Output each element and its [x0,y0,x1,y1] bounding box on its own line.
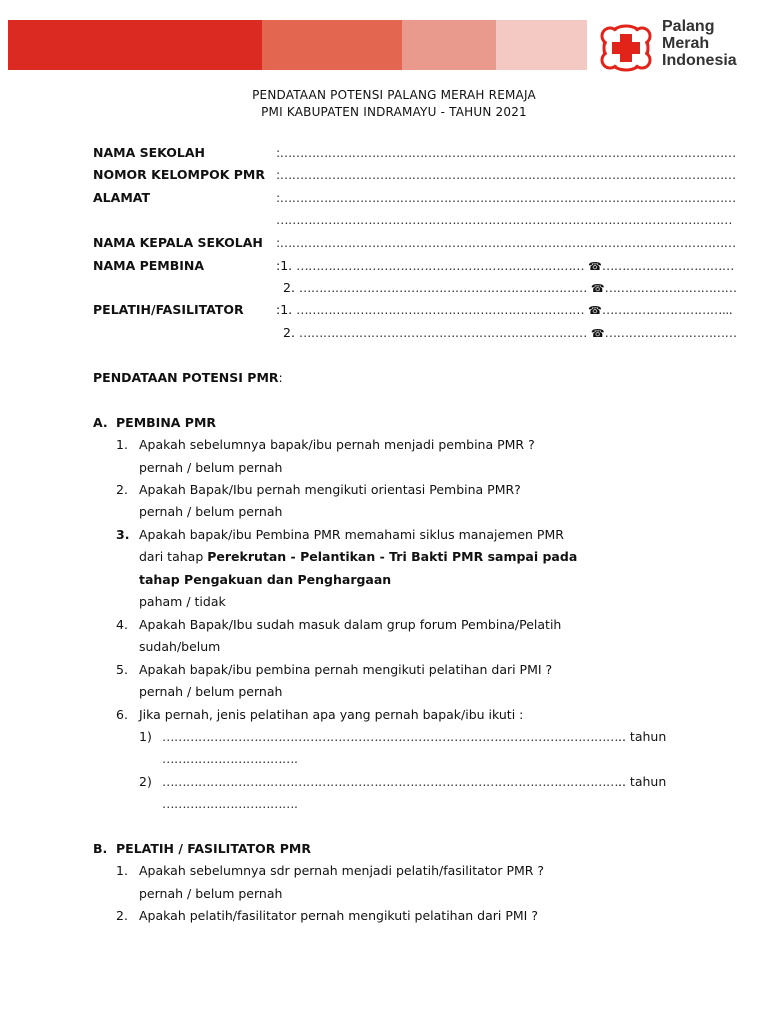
field-alamat-cont[interactable]: …………………………………………………………………………………………………… [276,212,732,227]
section-heading-colon: : [278,370,283,385]
field-nomor-kelompok[interactable]: :…………………………………………………………………………………………………… [276,167,736,182]
section-heading [93,370,283,386]
document-title: PENDATAAN POTENSI PALANG MERAH REMAJA [252,88,536,102]
a-q2-answer[interactable]: pernah / belum pernah [139,504,283,519]
field-pembina-1[interactable]: ……………………………………………………………… [296,258,585,273]
header-band-1 [8,20,262,70]
a-q4-number: 4. [116,617,128,632]
a-q3-text-cont [139,549,577,565]
red-cross-icon [596,22,656,74]
field-pelatih-1[interactable]: ……………………………………………………………… [296,302,585,317]
item-number: :1. [276,302,293,317]
a-q6-sub1-row [162,729,666,745]
field-pelatih-1-phone[interactable]: …………………………... [601,302,733,317]
phone-icon: ☎ [590,327,605,340]
a-q6-text: Jika pernah, jenis pelatihan apa yang pernah bapak/ibu ikuti : [139,707,524,722]
phone-icon: ☎ [590,282,605,295]
field-pembina-1-phone[interactable]: …………………………… [601,258,734,273]
a-q5-text: Apakah bapak/ibu pembina pernah mengikuti pelatihan dari PMI ? [139,662,553,677]
phone-icon: ☎ [588,304,602,317]
a-q3-answer[interactable]: paham / tidak [139,594,226,609]
header-band-3 [402,20,496,70]
b-q1-number: 1. [116,863,128,878]
section-heading-text: PENDATAAN POTENSI PMR [93,370,279,385]
a-q1-text: Apakah sebelumnya bapak/ibu pernah menjadi pembina PMR ? [139,437,535,452]
b-q2-number: 2. [116,908,128,923]
logo-wordmark [662,18,737,69]
a-q6-sub1-tahun: .. tahun [618,729,667,744]
label-nomor-kelompok: NOMOR KELOMPOK PMR [93,167,265,182]
header-band-4 [496,20,587,70]
field-pelatih-2-phone[interactable]: …………………………… [604,325,737,340]
phone-icon: ☎ [588,260,602,273]
logo-line-1: Palang [662,18,715,35]
a-q1-number: 1. [116,437,128,452]
a-q6-sub2-row [162,774,666,790]
a-q6-sub1-field[interactable]: …………………………………………………………………………………………………… [162,729,618,744]
section-a-letter: A. [93,415,108,430]
item-number: :1. [276,258,293,273]
a-q5-number: 5. [116,662,128,677]
b-q1-answer[interactable]: pernah / belum pernah [139,886,283,901]
a-q2-number: 2. [116,482,128,497]
a-q6-sub1-year-field[interactable]: ……………………………. [162,751,298,766]
label-nama-sekolah: NAMA SEKOLAH [93,145,205,160]
a-q3-number: 3. [116,527,130,542]
a-q6-sub2-number: 2) [139,774,152,789]
label-nama-kepala: NAMA KEPALA SEKOLAH [93,235,263,250]
a-q6-number: 6. [116,707,128,722]
a-q2-text: Apakah Bapak/Ibu pernah mengikuti orientasi Pembina PMR? [139,482,521,497]
b-q1-text: Apakah sebelumnya sdr pernah menjadi pelatih/fasilitator PMR ? [139,863,545,878]
section-b-letter: B. [93,841,108,856]
item-number: 2. [283,325,295,340]
a-q3-bold-2: tahap Pengakuan dan Penghargaan [139,572,392,587]
pembina-item-2 [283,280,737,297]
section-b-title: PELATIH / FASILITATOR PMR [116,841,311,856]
a-q3-bold-1: Perekrutan - Pelantikan - Tri Bakti PMR sampai pada [207,549,578,564]
pelatih-item-2 [283,325,737,342]
pmi-logo [596,18,756,76]
label-pelatih: PELATIH/FASILITATOR [93,302,244,317]
a-q6-sub1-number: 1) [139,729,152,744]
document-subtitle: PMI KABUPATEN INDRAMAYU - TAHUN 2021 [261,105,527,119]
logo-line-2: Merah [662,35,710,52]
a-q6-sub2-year-field[interactable]: ……………………………. [162,796,298,811]
section-a-title: PEMBINA PMR [116,415,217,430]
header-band-2 [262,20,402,70]
b-q2-text: Apakah pelatih/fasilitator pernah mengikuti pelatihan dari PMI ? [139,908,538,923]
field-pembina-2-phone[interactable]: …………………………… [604,280,737,295]
label-alamat: ALAMAT [93,190,150,205]
a-q3-prefix: dari tahap [139,549,208,564]
a-q5-answer[interactable]: pernah / belum pernah [139,684,283,699]
field-alamat[interactable]: :…………………………………………………………………………………………………… [276,190,736,205]
a-q3-text: Apakah bapak/ibu Pembina PMR memahami siklus manajemen PMR [139,527,564,542]
pelatih-item-1 [276,302,732,319]
a-q1-answer[interactable]: pernah / belum pernah [139,460,283,475]
field-nama-kepala[interactable]: :…………………………………………………………………………………………………… [276,235,736,250]
pembina-item-1 [276,258,734,275]
a-q4-answer[interactable]: sudah/belum [139,639,221,654]
field-pembina-2[interactable]: ……………………………………………………………… [298,280,587,295]
field-nama-sekolah[interactable]: :…………………………………………………………………………………………………… [276,145,736,160]
label-nama-pembina: NAMA PEMBINA [93,258,205,273]
a-q6-sub2-tahun: .. tahun [618,774,667,789]
a-q4-text: Apakah Bapak/Ibu sudah masuk dalam grup forum Pembina/Pelatih [139,617,562,632]
item-number: 2. [283,280,295,295]
field-pelatih-2[interactable]: ……………………………………………………………… [298,325,587,340]
a-q6-sub2-field[interactable]: …………………………………………………………………………………………………… [162,774,618,789]
logo-line-3: Indonesia [662,52,737,69]
